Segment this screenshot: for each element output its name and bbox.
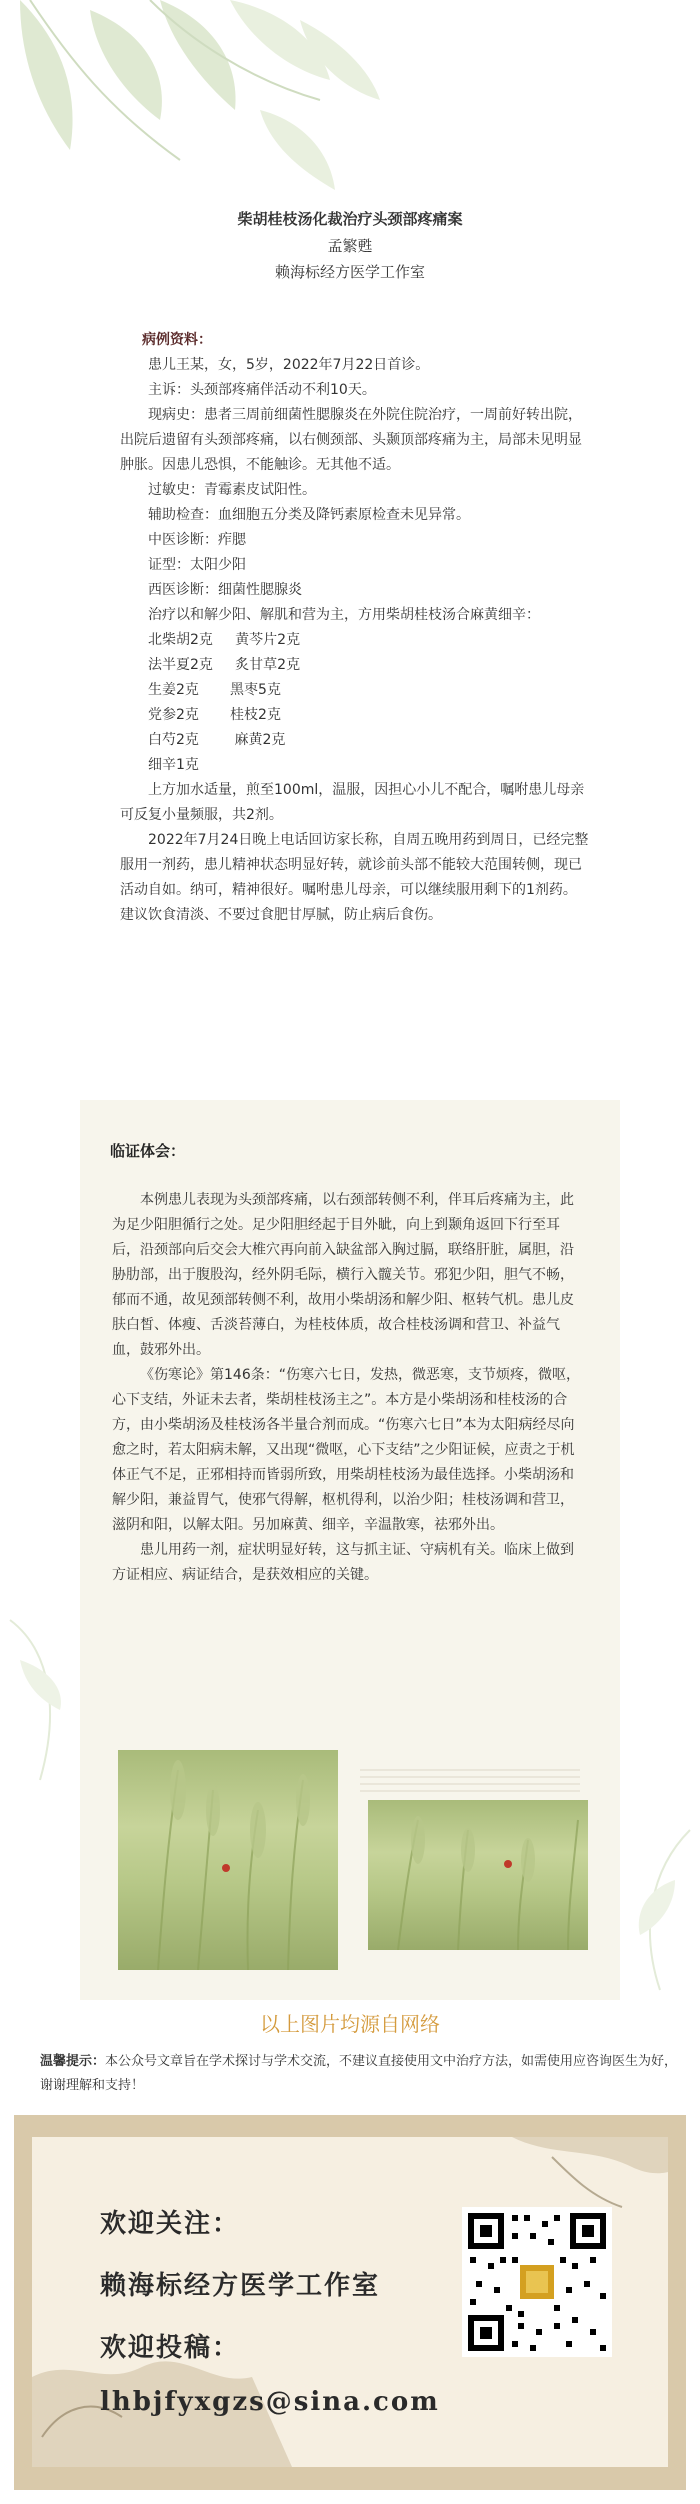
qr-code[interactable] [462, 2207, 612, 2357]
side-leaf-decoration [620, 1820, 700, 2000]
case-line: 现病史：患者三周前细菌性腮腺炎在外院住院治疗，一周前好转出院，出院后遗留有头颈部疼痛，以右侧颈部、头颞顶部疼痛为主，局部未见明显肿胀。因患儿恐惧，不能触诊。无其他不适。 [120, 407, 582, 473]
clinical-panel [80, 1100, 620, 2000]
notice-text: 本公众号文章旨在学术探讨与学术交流，不建议直接使用文中治疗方法，如需使用应咨询医生为好，谢谢理解和支持！ [40, 2054, 678, 2093]
herb-line: 北柴胡2克 黄芩片2克 [148, 632, 301, 648]
organization: 赖海标经方医学工作室 [274, 263, 425, 281]
case-line: 过敏史：青霉素皮试阳性。 [148, 482, 316, 498]
clinical-paragraph: 患儿用药一剂，症状明显好转，这与抓主证、守病机有关。临床上做到方证相应、病证结合，是获效相应的关键。 [112, 1542, 574, 1583]
wheat-photo [368, 1800, 588, 1950]
notice-label: 温馨提示： [40, 2054, 106, 2069]
herb-line: 生姜2克 黑枣5克 [148, 682, 281, 698]
leaf-decoration [0, 0, 700, 200]
case-line: 辅助检查：血细胞五分类及降钙素原检查未见异常。 [148, 507, 470, 523]
herb-line: 党参2克 桂枝2克 [148, 707, 281, 723]
clinical-paragraph: 《伤寒论》第146条：“伤寒六七日，发热，微恶寒，支节烦疼，微呕，心下支结，外证未去者，柴胡桂枝汤主之”。本方是小柴胡汤和桂枝汤的合方，由小柴胡汤及桂枝汤各半量合剂而成。“伤寒六七日”本为太阳病经尽向愈之时，若太阳病未解，又出现“微呕，心下支结”之少阳证候，应责之于机体正气不足，正邪相持而皆弱所致，用柴胡桂枝汤为最佳选择。小柴胡汤和解少阳，兼益胃气，使邪气得解，枢机得利，以治少阳；桂枝汤调和营卫，滋阴和阳，以解太阳。另加麻黄、细辛，辛温散寒，祛邪外出。 [112, 1367, 580, 1533]
decorative-lines [360, 1765, 580, 1805]
wheat-photo [118, 1750, 338, 1970]
image-caption: 以上图片均源自网络 [260, 2012, 440, 2036]
clinical-section-title: 临证体会： [110, 1142, 186, 1160]
clinical-paragraph: 本例患儿表现为头颈部疼痛，以右颈部转侧不利，伴耳后疼痛为主，此为足少阳胆循行之处。足少阳胆经起于目外眦，向上到颞角返回下行至耳后，沿颈部向后交会大椎穴再向前入缺盆部入胸过膈，联络肝脏，属胆，沿胁肋部，出于腹股沟，经外阴毛际，横行入髋关节。邪犯少阳，胆气不畅，郁而不通，故见颈部转侧不利，故用小柴胡汤和解少阳、枢转气机。患儿皮肤白皙、体瘦、舌淡苔薄白，为桂枝体质，故合桂枝汤调和营卫、补益气血，鼓邪外出。 [112, 1192, 574, 1358]
herb-line: 白芍2克 麻黄2克 [148, 732, 286, 748]
case-section [120, 328, 590, 928]
usage-text: 上方加水适量，煎至100ml，温服，因担心小儿不配合，嘱咐患儿母亲可反复小量频服，共2剂。 [120, 782, 585, 823]
case-line: 证型：太阳少阳 [148, 557, 246, 573]
herb-line: 细辛1克 [148, 757, 199, 773]
footer-submit: 欢迎投稿： [100, 2333, 241, 2363]
case-section-title: 病例资料： [142, 332, 212, 348]
herb-line: 法半夏2克 炙甘草2克 [148, 657, 301, 673]
footer-email[interactable]: lhbjfyxgzs@sina.com [100, 2387, 440, 2417]
case-line: 西医诊断：细菌性腮腺炎 [148, 582, 302, 598]
footer-org: 赖海标经方医学工作室 [100, 2271, 381, 2301]
article-title: 柴胡桂枝汤化裁治疗头颈部疼痛案 [237, 210, 463, 228]
side-leaf-decoration [0, 1600, 80, 1800]
case-line: 中医诊断：痄腮 [148, 532, 246, 548]
footer-follow: 欢迎关注： [100, 2209, 241, 2239]
author: 孟繁甦 [327, 237, 373, 255]
followup-text: 2022年7月24日晚上电话回访家长称，自周五晚用药到周日，已经完整服用一剂药，患儿精神状态明显好转，就诊前头部不能较大范围转侧，现已活动自如。纳可，精神很好。嘱咐患儿母亲，可以继续服用剩下的1剂药。建议饮食清淡、不要过食肥甘厚腻，防止病后食伤。 [120, 832, 589, 923]
notice [40, 2050, 680, 2098]
case-line: 治疗以和解少阳、解肌和营为主，方用柴胡桂枝汤合麻黄细辛： [148, 607, 540, 623]
footer-banner [14, 2115, 686, 2490]
case-line: 患儿王某，女，5岁，2022年7月22日首诊。 [148, 357, 430, 373]
case-line: 主诉：头颈部疼痛伴活动不利10天。 [148, 382, 376, 398]
